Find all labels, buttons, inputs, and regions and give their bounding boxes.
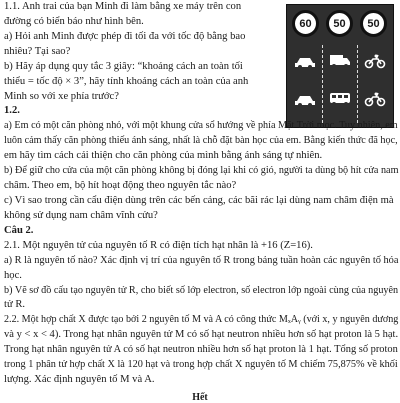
bus-icon: [325, 91, 355, 111]
question-2-heading: Câu 2.: [4, 224, 34, 236]
end-marker: Hết: [192, 392, 208, 403]
text-line: không sử dụng nam châm vĩnh cửu?: [4, 209, 158, 221]
question-a-line: a) Hỏi anh Minh được phép đi tối đa với tốc độ bằng bao: [4, 30, 246, 42]
speed-limit-50-right: 50: [360, 10, 387, 37]
speed-limit-sign: [286, 4, 394, 128]
lane-divider: [357, 45, 359, 123]
speed-limit-50-middle: 50: [326, 10, 353, 37]
car-icon: [290, 55, 320, 73]
text-line: lượng. Xác định nguyên tố M và A.: [4, 374, 155, 386]
question-b-line: b) Hãy áp dụng quy tắc 3 giây: “khoảng cách an toàn tối: [4, 60, 243, 72]
speed-limit-60: 60: [292, 10, 319, 37]
motorbike-icon: [360, 91, 390, 111]
text-line: học.: [4, 269, 22, 281]
text-line: châm. Theo em, bộ hít hoạt động theo nguyên tắc nào?: [4, 180, 237, 192]
text-line: 2.2. Một hợp chất X được tạo bởi 2 nguyên tố M và A có công thức MₓAᵧ (với x, y nguyên dương: [4, 314, 399, 326]
text-line: a) R là nguyên tố nào? Xác định vị trí của nguyên tố R trong bảng tuần hoàn các nguyên tố hóa: [4, 254, 399, 266]
text-line: a) Em có một căn phòng nhỏ, với một khung cửa sổ hướng về phía Mặt Trời mọc. Tuy nhiên, em: [4, 120, 398, 132]
text-line: tử R.: [4, 299, 26, 311]
text-line: thiểu = tốc độ × 3”, hãy tính khoảng cách an toàn của anh: [4, 75, 249, 87]
text-line: c) Vì sao trong cần cẩu điện dùng trên các bến cảng, các bãi rác lại dùng nam châm điện mà: [4, 195, 394, 206]
text-line: nhiêu? Tại sao?: [4, 45, 71, 57]
text-line: trong 1 phân tử hợp chất X là 120 hạt và trong hợp chất X nguyên tố M chiếm 75,875% về khối: [4, 359, 398, 371]
text-line: 2.1. Một nguyên tử của nguyên tố R có điện tích hạt nhân là +16 (Z=16).: [4, 239, 313, 251]
text-line: b) Vẽ sơ đồ cấu tạo nguyên tử R, cho biết số lớp electron, số electron lớp ngoài cùng của nguyên: [4, 284, 399, 296]
text-line: Minh so với xe phía trước?: [4, 90, 119, 102]
text-line: Trong hạt nhân nguyên tử A có số hạt neutron nhiều hơn số hạt proton là 1 hạt. Tổng số proton: [4, 344, 398, 356]
question-1-1-line: 1.1. Anh trai của bạn Minh đi làm bằng xe máy trên con: [4, 1, 242, 12]
text-line: em hãy tìm cách cải thiện cho căn phòng của mình bằng ánh sáng tự nhiên.: [4, 150, 323, 162]
text-line: b) Để giữ cho cửa của một căn phòng không bị đóng lại khi có gió, người ta dùng bộ hít cửa nam: [4, 165, 399, 177]
motorbike-icon: [360, 53, 390, 73]
truck-icon: [325, 53, 355, 73]
text-line: và y < x < 4). Trong hạt nhân nguyên tử M có số hạt neutron nhiều hơn số hạt proton là 5 hạt.: [4, 329, 399, 341]
car-icon: [290, 93, 320, 111]
text-line: luôn cảm thấy căn phòng thiếu ánh sáng, nhất là chỗ đặt bàn học của em. Bằng kiến thức đã học,: [4, 135, 398, 147]
lane-divider: [322, 45, 324, 123]
question-1-2-heading: 1.2.: [4, 105, 20, 117]
text-line: đường có biển báo như hình bên.: [4, 15, 144, 27]
